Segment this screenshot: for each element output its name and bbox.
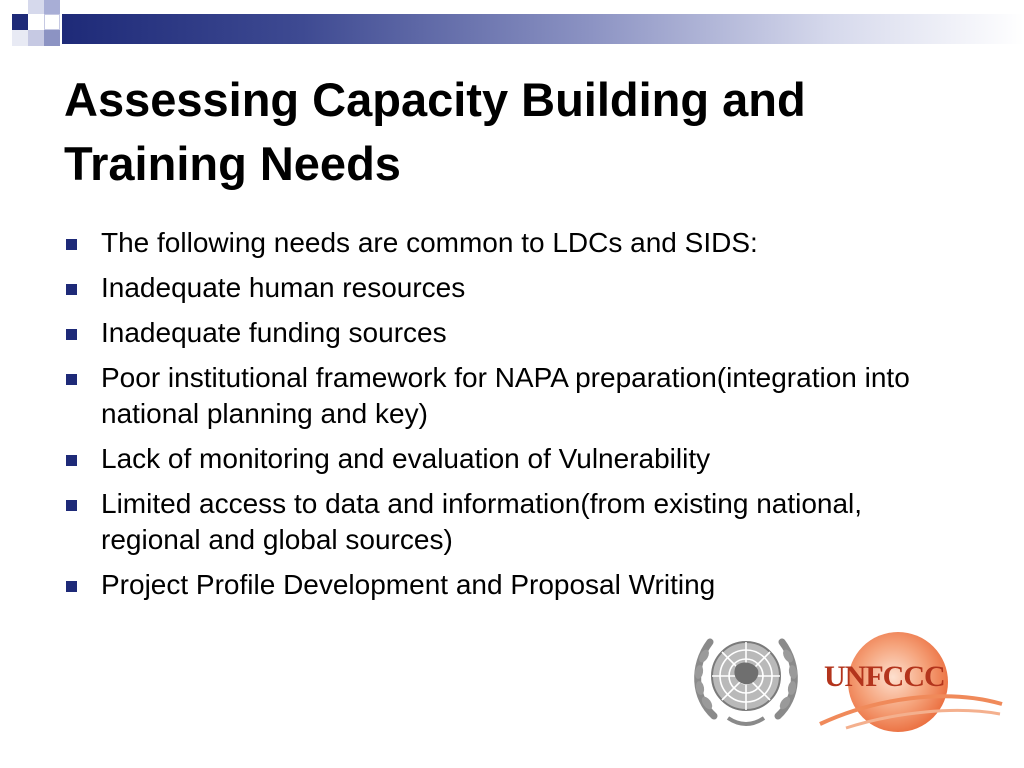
bullet-text: The following needs are common to LDCs and SIDS: bbox=[101, 227, 758, 258]
unfccc-logo-icon bbox=[816, 628, 1006, 734]
list-item bbox=[64, 225, 964, 261]
square-bullet-icon bbox=[66, 500, 77, 511]
square-bullet-icon bbox=[66, 284, 77, 295]
list-item bbox=[64, 270, 964, 306]
list-item bbox=[64, 441, 964, 477]
deco-square bbox=[44, 0, 60, 14]
un-emblem-icon bbox=[688, 626, 804, 734]
square-bullet-icon bbox=[66, 239, 77, 250]
square-bullet-icon bbox=[66, 581, 77, 592]
deco-square bbox=[28, 0, 44, 14]
square-bullet-icon bbox=[66, 455, 77, 466]
bullet-text: Lack of monitoring and evaluation of Vulnerability bbox=[101, 443, 711, 474]
bullet-text: Poor institutional framework for NAPA preparation(integration into national planning and key) bbox=[101, 362, 910, 429]
logo-area bbox=[688, 626, 1008, 736]
header-gradient-bar bbox=[62, 14, 1024, 44]
bullet-text: Inadequate human resources bbox=[101, 272, 466, 303]
deco-square bbox=[44, 30, 60, 46]
list-item bbox=[64, 315, 964, 351]
list-item bbox=[64, 486, 964, 558]
deco-square bbox=[44, 14, 60, 30]
slide-title: Assessing Capacity Building and Training Needs bbox=[64, 73, 806, 190]
bullet-text: Limited access to data and information(from existing national, regional and global sources) bbox=[101, 488, 863, 555]
square-bullet-icon bbox=[66, 374, 77, 385]
list-item bbox=[64, 567, 964, 603]
deco-square bbox=[12, 14, 28, 30]
bullet-list bbox=[64, 225, 964, 612]
deco-square bbox=[28, 30, 44, 46]
square-bullet-icon bbox=[66, 329, 77, 340]
bullet-text: Inadequate funding sources bbox=[101, 317, 447, 348]
list-item bbox=[64, 360, 964, 432]
deco-square bbox=[12, 30, 28, 46]
header-decoration bbox=[0, 0, 1024, 60]
bullet-text: Project Profile Development and Proposal Writing bbox=[101, 569, 716, 600]
unfccc-logo-text: UNFCCC bbox=[824, 660, 945, 693]
